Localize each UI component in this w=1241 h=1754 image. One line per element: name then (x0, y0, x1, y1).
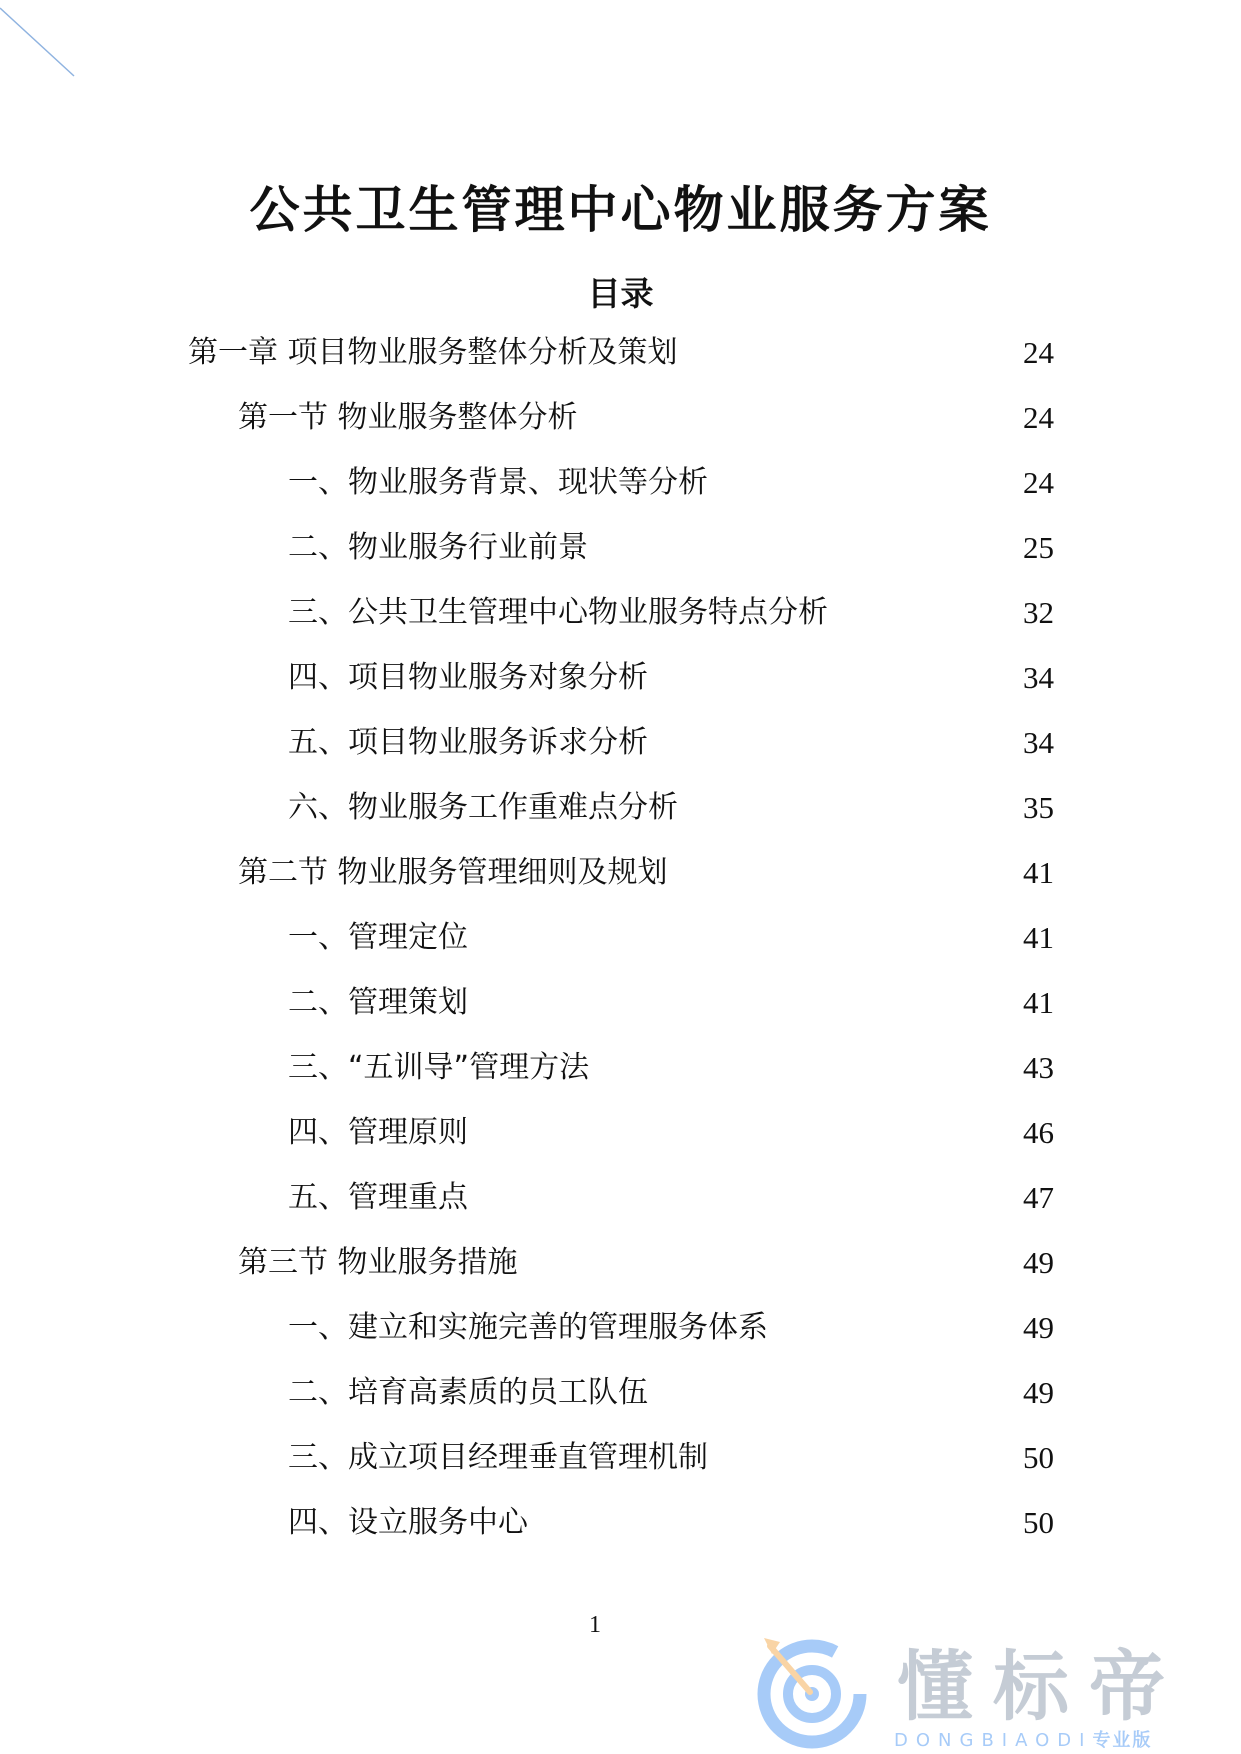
toc-entry-title: 三、“五训导”管理方法 (288, 1050, 590, 1085)
toc-entry-page: 35 (1023, 790, 1054, 825)
toc-entry-title: 第一节 物业服务整体分析 (238, 400, 578, 435)
toc-entry[interactable] (0, 775, 1241, 840)
toc-entry-title: 第二节 物业服务管理细则及规划 (238, 855, 668, 890)
toc-entry-page: 41 (1023, 855, 1054, 890)
target-arrow-icon (750, 1616, 870, 1754)
watermark (742, 1616, 1241, 1754)
toc-entry[interactable] (0, 840, 1241, 905)
toc-entry-title: 一、建立和实施完善的管理服务体系 (288, 1310, 768, 1345)
toc-entry[interactable] (0, 1230, 1241, 1295)
toc-entry[interactable] (0, 1035, 1241, 1100)
toc-entry[interactable] (0, 580, 1241, 645)
toc-entry[interactable] (0, 1360, 1241, 1425)
toc-entry[interactable] (0, 1100, 1241, 1165)
toc-entry-title: 四、设立服务中心 (288, 1505, 528, 1540)
toc-entry-page: 50 (1023, 1505, 1054, 1540)
toc-entry-page: 41 (1023, 985, 1054, 1020)
toc-entry-title: 六、物业服务工作重难点分析 (288, 790, 678, 825)
toc-entry[interactable] (0, 645, 1241, 710)
toc-entry-title: 三、公共卫生管理中心物业服务特点分析 (288, 595, 828, 630)
toc-entry-page: 50 (1023, 1440, 1054, 1475)
toc-entry-page: 49 (1023, 1245, 1054, 1280)
toc-entry-title: 五、项目物业服务诉求分析 (288, 725, 648, 760)
table-of-contents (0, 320, 1241, 1555)
watermark-brand: 懂标帝 (897, 1642, 1185, 1731)
corner-line-icon (0, 0, 90, 90)
toc-entry[interactable] (0, 905, 1241, 970)
toc-entry-page: 24 (1023, 400, 1054, 435)
toc-entry-title: 二、管理策划 (288, 985, 468, 1020)
toc-entry[interactable] (0, 450, 1241, 515)
toc-entry-title: 一、物业服务背景、现状等分析 (288, 465, 708, 500)
toc-entry-page: 34 (1023, 660, 1054, 695)
document-title: 公共卫生管理中心物业服务方案 (249, 181, 992, 239)
toc-entry[interactable] (0, 1165, 1241, 1230)
toc-entry-page: 24 (1023, 335, 1054, 370)
toc-heading: 目录 (587, 274, 654, 313)
toc-entry-page: 25 (1023, 530, 1054, 565)
toc-entry-title: 二、物业服务行业前景 (288, 530, 588, 565)
toc-entry-page: 24 (1023, 465, 1054, 500)
toc-entry-page: 43 (1023, 1050, 1054, 1085)
toc-entry-page: 49 (1023, 1310, 1054, 1345)
watermark-subtitle-text: DONGBIAODI (894, 1730, 1093, 1751)
toc-entry-page: 46 (1023, 1115, 1054, 1150)
toc-entry-title: 四、管理原则 (288, 1115, 468, 1150)
toc-entry-title: 第一章 项目物业服务整体分析及策划 (188, 335, 678, 370)
toc-entry-title: 三、成立项目经理垂直管理机制 (288, 1440, 708, 1475)
toc-entry-title: 二、培育高素质的员工队伍 (288, 1375, 648, 1410)
watermark-subtitle (894, 1726, 1152, 1752)
toc-entry-page: 49 (1023, 1375, 1054, 1410)
toc-entry-page: 32 (1023, 595, 1054, 630)
toc-entry[interactable] (0, 1425, 1241, 1490)
toc-entry[interactable] (0, 1295, 1241, 1360)
toc-entry-page: 41 (1023, 920, 1054, 955)
toc-entry-title: 第三节 物业服务措施 (238, 1245, 518, 1280)
toc-entry[interactable] (0, 1490, 1241, 1555)
toc-entry-title: 四、项目物业服务对象分析 (288, 660, 648, 695)
toc-entry[interactable] (0, 515, 1241, 580)
toc-entry-title: 五、管理重点 (288, 1180, 468, 1215)
toc-entry[interactable] (0, 385, 1241, 450)
toc-entry[interactable] (0, 320, 1241, 385)
toc-entry-page: 47 (1023, 1180, 1054, 1215)
toc-entry[interactable] (0, 970, 1241, 1035)
page-number: 1 (589, 1612, 601, 1638)
toc-entry-title: 一、管理定位 (288, 920, 468, 955)
toc-entry-page: 34 (1023, 725, 1054, 760)
watermark-edition: 专业版 (1092, 1730, 1153, 1751)
toc-entry[interactable] (0, 710, 1241, 775)
